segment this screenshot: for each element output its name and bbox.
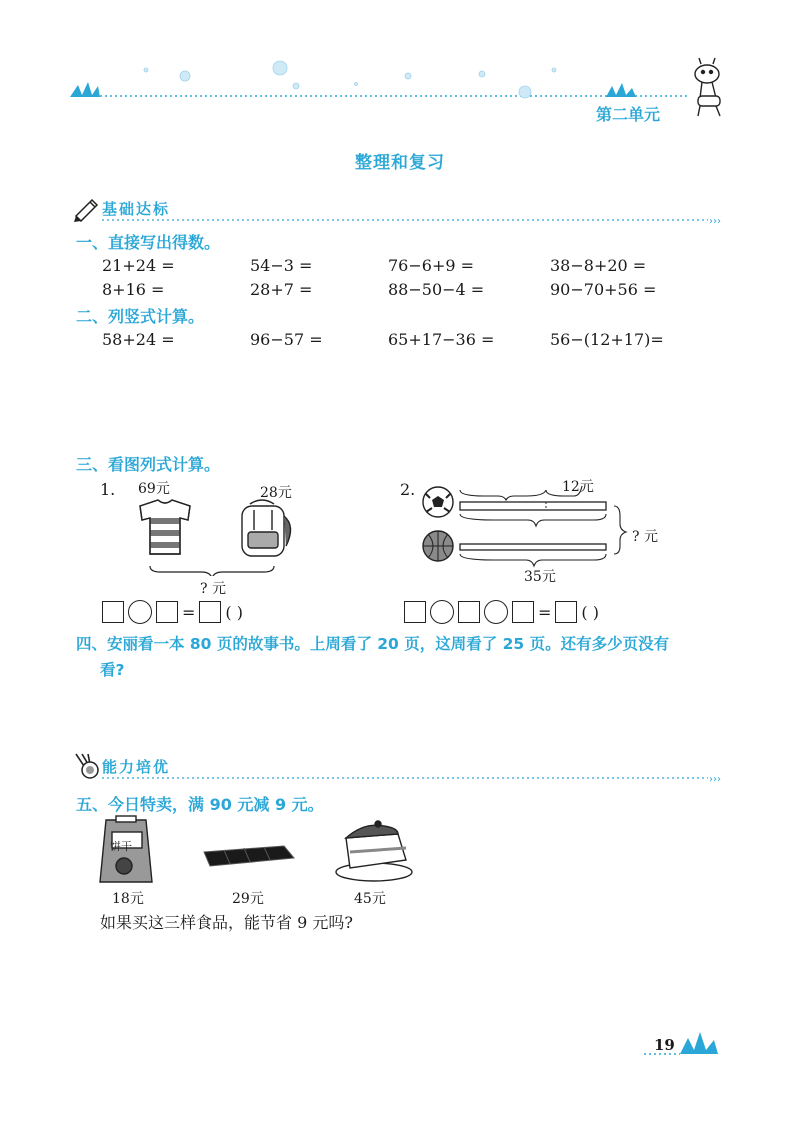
cake-slice-icon bbox=[336, 821, 412, 881]
q2-item: 58+24 = bbox=[102, 330, 175, 349]
equals-sign: = bbox=[182, 602, 196, 622]
q3-p1-number: 1. bbox=[100, 480, 116, 499]
answer-box[interactable] bbox=[512, 601, 534, 623]
unit-label: 第二单元 bbox=[596, 105, 661, 124]
footer-decoration bbox=[640, 1028, 730, 1058]
q2-item: 96−57 = bbox=[250, 330, 323, 349]
q1-item: 28+7 = bbox=[250, 280, 313, 299]
q3-p1-answer-row bbox=[102, 600, 243, 624]
q1-heading: 一、直接写出得数。 bbox=[76, 233, 221, 252]
shirt-price: 69元 bbox=[138, 481, 170, 497]
q5-food-figure bbox=[94, 812, 414, 886]
q1-item: 54−3 = bbox=[250, 256, 313, 275]
q1-item: 21+24 = bbox=[102, 256, 175, 275]
page-title: 整理和复习 bbox=[355, 153, 445, 173]
soccer-ball-icon bbox=[423, 487, 453, 517]
q3-p1-figure bbox=[110, 496, 310, 576]
giraffe-icon bbox=[695, 58, 720, 116]
bag-price: 28元 bbox=[260, 485, 292, 501]
answer-box[interactable] bbox=[555, 601, 577, 623]
q4-text-line1 bbox=[76, 632, 669, 654]
q5-heading: 五、今日特卖，满 90 元减 9 元。 bbox=[76, 795, 324, 814]
q1-item: 8+16 = bbox=[102, 280, 165, 299]
biscuit-label: 饼干 bbox=[110, 840, 132, 853]
q1-item: 88−50−4 = bbox=[388, 280, 485, 299]
q2-item: 56−(12+17)= bbox=[550, 330, 664, 349]
operator-circle[interactable] bbox=[484, 600, 508, 624]
q2-item: 65+17−36 = bbox=[388, 330, 495, 349]
svg-text:›››: ››› bbox=[709, 216, 721, 226]
q3-p2-right-label: ? 元 bbox=[632, 529, 658, 545]
answer-box[interactable] bbox=[458, 601, 480, 623]
q1-item: 76−6+9 = bbox=[388, 256, 475, 275]
q3-p2-bottom-label: 35元 bbox=[524, 569, 556, 585]
shirt-icon bbox=[140, 500, 190, 554]
q5-question: 如果买这三样食品，能节省 9 元吗? bbox=[100, 913, 353, 932]
page-number: 19 bbox=[654, 1036, 675, 1054]
section-divider bbox=[102, 216, 728, 226]
answer-box[interactable] bbox=[156, 601, 178, 623]
section-advanced: 能力培优 bbox=[102, 758, 171, 776]
unit-paren[interactable]: ( ) bbox=[581, 602, 599, 622]
answer-box[interactable] bbox=[102, 601, 124, 623]
q4-text-line2: 看? bbox=[100, 661, 125, 679]
unit-paren[interactable]: ( ) bbox=[225, 602, 243, 622]
q3-p2-answer-row bbox=[404, 600, 599, 624]
answer-box[interactable] bbox=[199, 601, 221, 623]
chocolate-bar-icon bbox=[204, 846, 294, 866]
q3-heading: 三、看图列式计算。 bbox=[76, 455, 221, 474]
backpack-icon bbox=[242, 500, 291, 556]
q1-item: 38−8+20 = bbox=[550, 256, 647, 275]
medal-icon bbox=[72, 752, 102, 780]
basketball-icon bbox=[423, 531, 453, 561]
q2-heading: 二、列竖式计算。 bbox=[76, 307, 205, 326]
pencil-icon bbox=[72, 196, 102, 222]
operator-circle[interactable] bbox=[430, 600, 454, 624]
item-price: 45元 bbox=[354, 891, 386, 907]
operator-circle[interactable] bbox=[128, 600, 152, 624]
q3-p2-top-label: 12元 bbox=[562, 479, 594, 495]
header-decoration bbox=[0, 0, 800, 130]
section-basic: 基础达标 bbox=[102, 200, 171, 218]
section-divider bbox=[102, 774, 728, 784]
q1-item: 90−70+56 = bbox=[550, 280, 657, 299]
item-price: 29元 bbox=[232, 891, 264, 907]
q3-p2-number: 2. bbox=[400, 480, 416, 499]
answer-box[interactable] bbox=[404, 601, 426, 623]
equals-sign: = bbox=[538, 602, 552, 622]
q3-p1-total: ? 元 bbox=[200, 581, 226, 597]
item-price: 18元 bbox=[112, 891, 144, 907]
svg-text:›››: ››› bbox=[709, 774, 721, 784]
q4-text: 四、安丽看一本 80 页的故事书。上周看了 20 页，这周看了 25 页。还有多少页没有 bbox=[76, 635, 670, 653]
